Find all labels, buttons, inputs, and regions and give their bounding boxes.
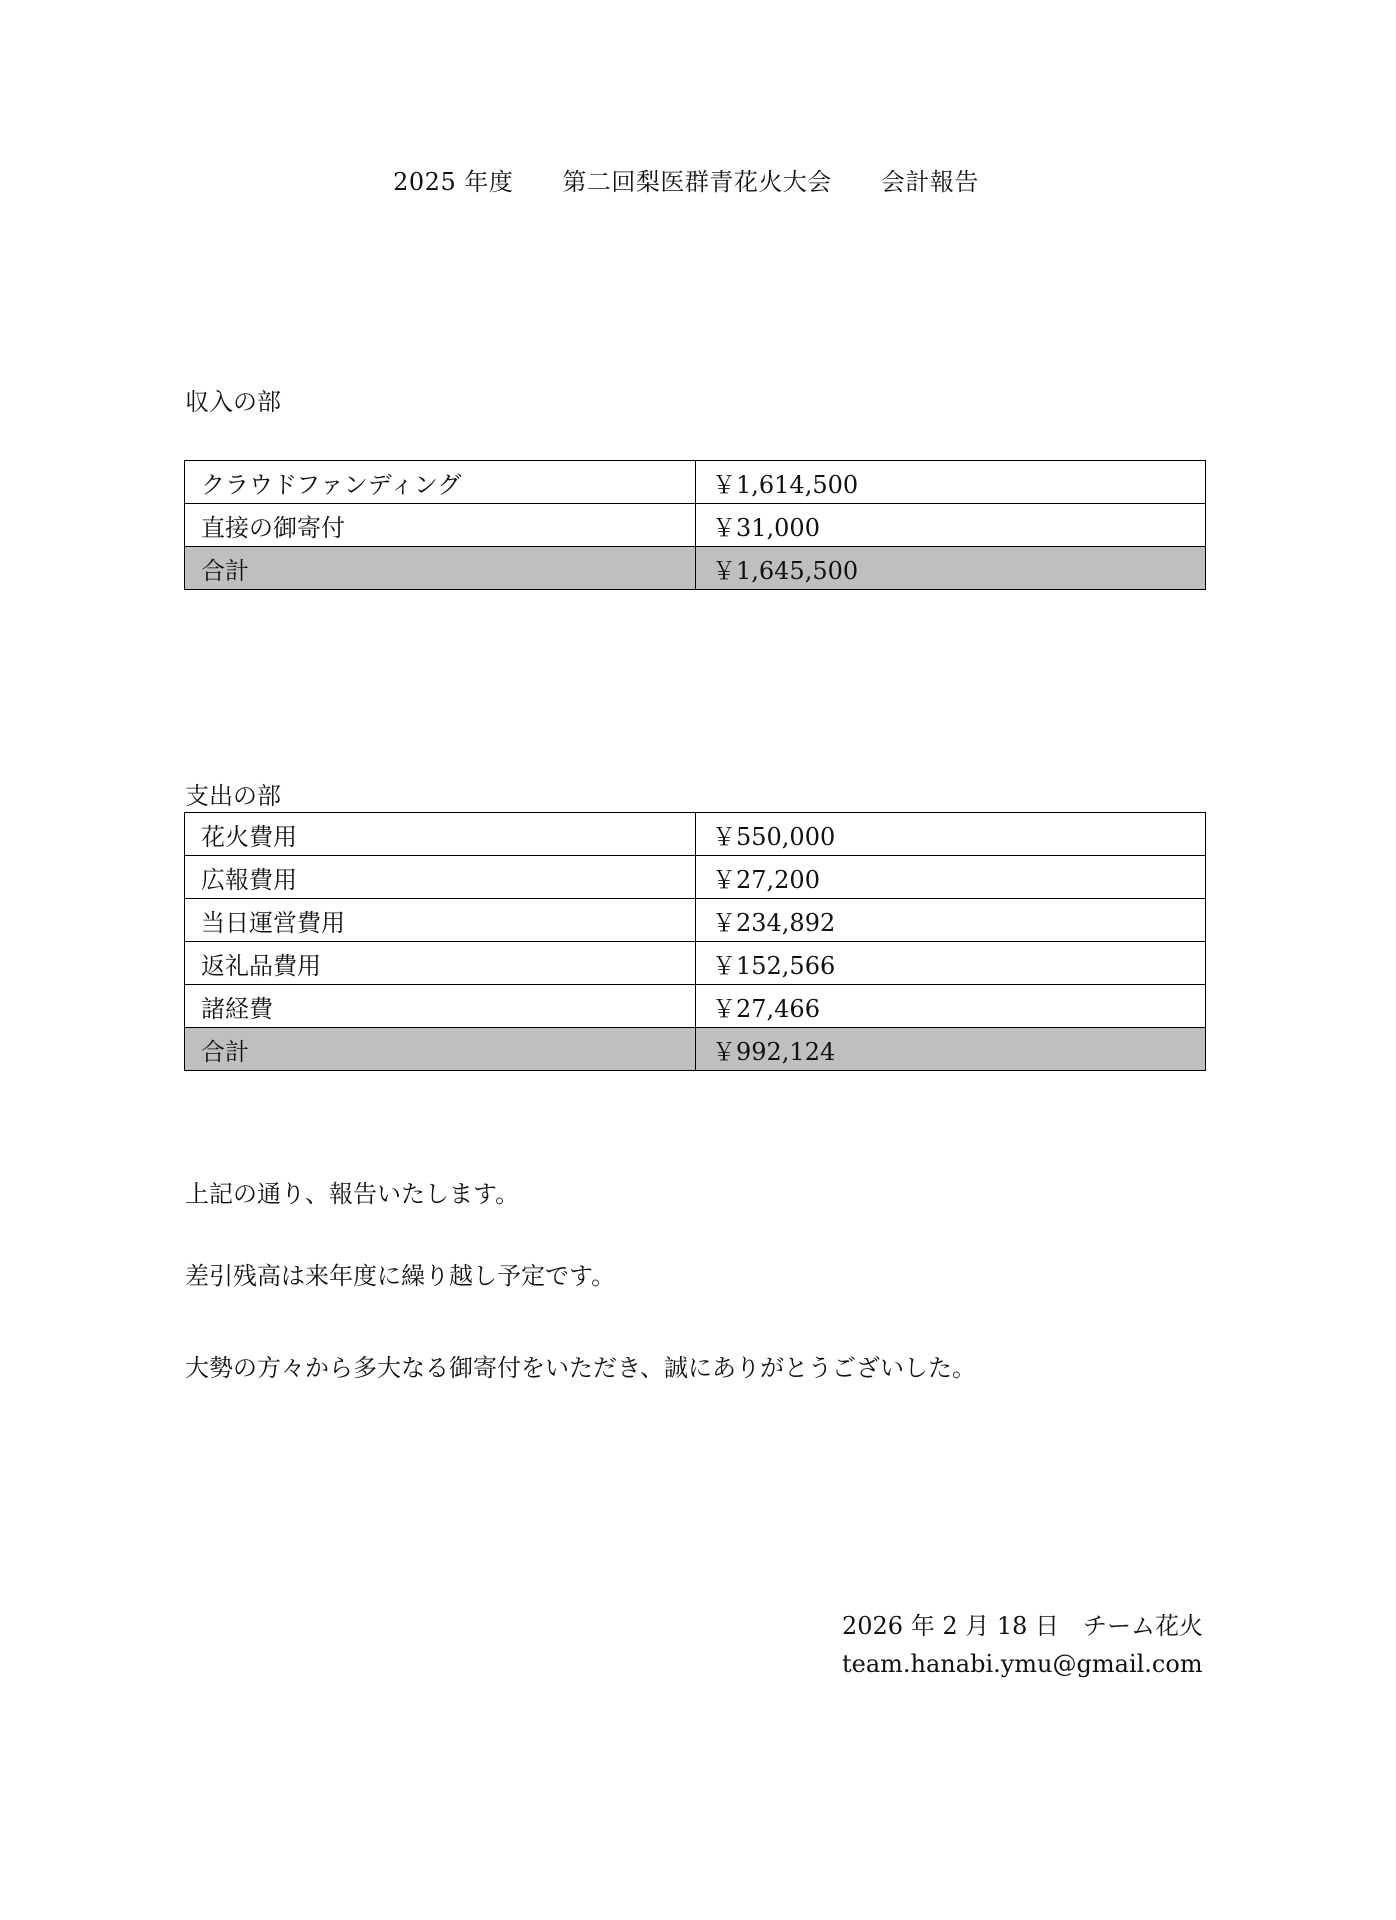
expense-item-label: 返礼品費用 [185,942,696,985]
table-row [185,856,1206,899]
expense-item-amount: ￥550,000 [696,813,1206,856]
table-row [185,942,1206,985]
table-row [185,813,1206,856]
expense-item-amount: ￥27,200 [696,856,1206,899]
expense-item-amount: ￥152,566 [696,942,1206,985]
signature-date-team: 2026 年 2 月 18 日 チーム花火 [842,1612,1204,1640]
income-item-amount: ￥1,614,500 [696,461,1206,504]
expense-item-label: 広報費用 [185,856,696,899]
thanks-note: 大勢の方々から多大なる御寄付をいただき、誠にありがとうございした。 [185,1354,977,1382]
page-title: 2025 年度 第二回梨医群青花火大会 会計報告 [393,168,979,196]
income-item-amount: ￥31,000 [696,504,1206,547]
expense-item-label: 諸経費 [185,985,696,1028]
table-row [185,461,1206,504]
income-table [184,460,1206,590]
expense-item-label: 当日運営費用 [185,899,696,942]
expense-section-label: 支出の部 [185,782,281,810]
income-section-label: 収入の部 [185,388,281,416]
expense-item-label: 花火費用 [185,813,696,856]
expense-item-amount: ￥27,466 [696,985,1206,1028]
expense-item-amount: ￥234,892 [696,899,1206,942]
expense-total-row [185,1028,1206,1071]
contact-email: team.hanabi.ymu@gmail.com [842,1650,1203,1678]
expense-table [184,812,1206,1071]
income-total-amount: ￥1,645,500 [696,547,1206,590]
income-item-label: クラウドファンディング [185,461,696,504]
table-row [185,899,1206,942]
report-statement: 上記の通り、報告いたします。 [185,1180,520,1208]
expense-total-amount: ￥992,124 [696,1028,1206,1071]
income-total-row [185,547,1206,590]
income-total-label: 合計 [185,547,696,590]
table-row [185,504,1206,547]
table-row [185,985,1206,1028]
balance-note: 差引残高は来年度に繰り越し予定です。 [185,1262,616,1290]
expense-total-label: 合計 [185,1028,696,1071]
income-item-label: 直接の御寄付 [185,504,696,547]
